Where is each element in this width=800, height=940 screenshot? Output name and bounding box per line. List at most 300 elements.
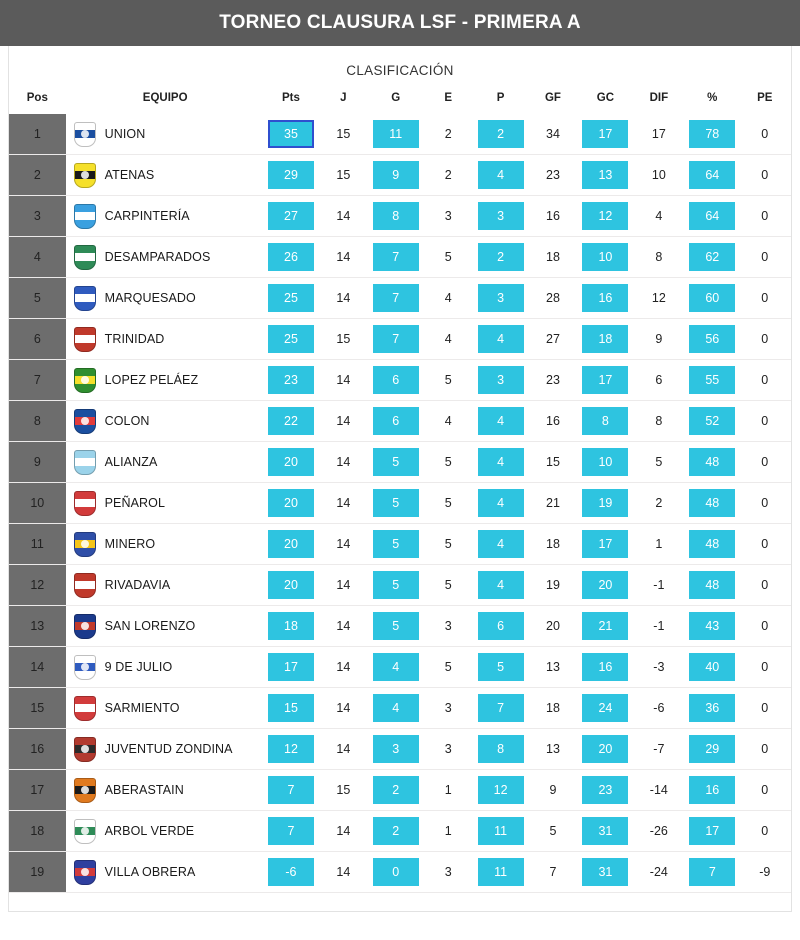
cell-dif: 9	[632, 319, 687, 360]
cell-gc-value: 17	[582, 120, 628, 148]
cell-gc-value: 31	[582, 817, 628, 845]
cell-pts	[265, 565, 317, 606]
cell-p	[474, 483, 526, 524]
cell-gc-value: 16	[582, 284, 628, 312]
cell-pts	[265, 770, 317, 811]
cell-gc	[579, 483, 631, 524]
row-team[interactable]	[66, 319, 265, 360]
cell-g-value: 7	[373, 243, 419, 271]
team-name: TRINIDAD	[104, 332, 165, 346]
cell-pts	[265, 483, 317, 524]
row-team[interactable]	[66, 401, 265, 442]
cell-g	[370, 401, 422, 442]
cell-pct-value: 52	[689, 407, 735, 435]
cell-gf: 34	[527, 114, 579, 155]
cell-gc	[579, 770, 631, 811]
cell-gc	[579, 688, 631, 729]
team-name: RIVADAVIA	[104, 578, 171, 592]
cell-pe: 0	[739, 360, 792, 401]
row-position: 9	[9, 442, 66, 483]
row-team[interactable]	[66, 442, 265, 483]
row-team[interactable]	[66, 565, 265, 606]
cell-pe: 0	[739, 319, 792, 360]
row-position: 11	[9, 524, 66, 565]
cell-gf: 21	[527, 483, 579, 524]
cell-pts-value: 7	[268, 776, 314, 804]
table-row[interactable]	[9, 360, 791, 401]
cell-e: 3	[422, 606, 474, 647]
cell-p	[474, 770, 526, 811]
cell-p	[474, 606, 526, 647]
cell-g	[370, 647, 422, 688]
cell-g-value: 5	[373, 530, 419, 558]
standings-table	[9, 88, 791, 893]
cell-gf: 7	[527, 852, 579, 893]
cell-g	[370, 606, 422, 647]
cell-p-value: 4	[478, 325, 524, 353]
crest-rivadavia-icon	[74, 573, 96, 598]
cell-g	[370, 278, 422, 319]
cell-j: 15	[317, 319, 369, 360]
cell-e: 5	[422, 524, 474, 565]
cell-pts	[265, 729, 317, 770]
cell-g-value: 3	[373, 735, 419, 763]
cell-pe: 0	[739, 606, 792, 647]
cell-gc	[579, 114, 631, 155]
cell-p-value: 2	[478, 243, 524, 271]
row-position: 18	[9, 811, 66, 852]
cell-e: 4	[422, 278, 474, 319]
row-position: 1	[9, 114, 66, 155]
cell-pe: 0	[739, 114, 792, 155]
cell-e: 3	[422, 852, 474, 893]
table-row[interactable]	[9, 237, 791, 278]
row-position: 19	[9, 852, 66, 893]
cell-gc	[579, 442, 631, 483]
cell-pct-value: 16	[689, 776, 735, 804]
cell-g	[370, 811, 422, 852]
cell-pts-value: 25	[268, 284, 314, 312]
crest-carpinteria-icon	[74, 204, 96, 229]
crest-trinidad-icon	[74, 327, 96, 352]
column-header-gc: GC	[596, 92, 615, 104]
cell-g	[370, 688, 422, 729]
cell-j: 14	[317, 606, 369, 647]
cell-e: 5	[422, 565, 474, 606]
cell-g-value: 6	[373, 366, 419, 394]
cell-pts	[265, 606, 317, 647]
team-name: VILLA OBRERA	[104, 865, 196, 879]
cell-pct	[686, 360, 738, 401]
row-team[interactable]	[66, 729, 265, 770]
cell-gc-value: 10	[582, 243, 628, 271]
table-row[interactable]	[9, 196, 791, 237]
team-name: SARMIENTO	[104, 701, 180, 715]
cell-pe: 0	[739, 278, 792, 319]
cell-gc	[579, 401, 631, 442]
table-row[interactable]	[9, 401, 791, 442]
table-row[interactable]	[9, 442, 791, 483]
cell-dif: -14	[632, 770, 687, 811]
cell-dif: -24	[632, 852, 687, 893]
team-name: COLON	[104, 414, 150, 428]
cell-e: 3	[422, 688, 474, 729]
crest-atenas-icon	[74, 163, 96, 188]
cell-pct	[686, 114, 738, 155]
row-team[interactable]	[66, 237, 265, 278]
cell-pts-value: 29	[268, 161, 314, 189]
cell-j: 14	[317, 196, 369, 237]
cell-p-value: 3	[478, 366, 524, 394]
cell-pts-value: 22	[268, 407, 314, 435]
row-team[interactable]	[66, 278, 265, 319]
cell-p	[474, 237, 526, 278]
cell-pe: 0	[739, 442, 792, 483]
cell-gc	[579, 155, 631, 196]
team-name: MINERO	[104, 537, 156, 551]
cell-pct	[686, 196, 738, 237]
table-row[interactable]	[9, 565, 791, 606]
table-row[interactable]	[9, 606, 791, 647]
cell-gf: 13	[527, 729, 579, 770]
crest-san-lorenzo-icon	[74, 614, 96, 639]
column-header-dif: DIF	[649, 92, 669, 104]
cell-p	[474, 729, 526, 770]
cell-p-value: 6	[478, 612, 524, 640]
cell-pts-value: 18	[268, 612, 314, 640]
cell-j: 14	[317, 811, 369, 852]
team-name: 9 DE JULIO	[104, 660, 173, 674]
cell-g-value: 8	[373, 202, 419, 230]
cell-pts	[265, 442, 317, 483]
cell-pts	[265, 155, 317, 196]
cell-gc-value: 16	[582, 653, 628, 681]
cell-gf: 20	[527, 606, 579, 647]
cell-gf: 13	[527, 647, 579, 688]
cell-pts-value: 26	[268, 243, 314, 271]
cell-pts	[265, 237, 317, 278]
cell-pts-value: 20	[268, 448, 314, 476]
cell-g	[370, 155, 422, 196]
cell-pts-value: 23	[268, 366, 314, 394]
cell-pct	[686, 770, 738, 811]
cell-dif: -3	[632, 647, 687, 688]
cell-gf: 27	[527, 319, 579, 360]
cell-gf: 28	[527, 278, 579, 319]
table-row[interactable]	[9, 524, 791, 565]
table-row[interactable]	[9, 811, 791, 852]
cell-gc	[579, 196, 631, 237]
cell-pct	[686, 606, 738, 647]
cell-j: 14	[317, 401, 369, 442]
cell-gc	[579, 729, 631, 770]
cell-p-value: 7	[478, 694, 524, 722]
team-name: PEÑAROL	[104, 496, 166, 510]
cell-p-value: 2	[478, 120, 524, 148]
row-position: 16	[9, 729, 66, 770]
cell-pct-value: 48	[689, 489, 735, 517]
cell-gf: 16	[527, 196, 579, 237]
cell-dif: -1	[632, 606, 687, 647]
row-team[interactable]	[66, 811, 265, 852]
cell-p-value: 4	[478, 448, 524, 476]
cell-pts	[265, 401, 317, 442]
row-team[interactable]	[66, 360, 265, 401]
row-team[interactable]	[66, 647, 265, 688]
table-row[interactable]	[9, 278, 791, 319]
table-row[interactable]	[9, 647, 791, 688]
cell-pe: 0	[739, 647, 792, 688]
column-header-equipo: EQUIPO	[142, 92, 188, 104]
cell-j: 14	[317, 647, 369, 688]
cell-pct-value: 43	[689, 612, 735, 640]
row-position: 17	[9, 770, 66, 811]
cell-gc-value: 12	[582, 202, 628, 230]
cell-g-value: 4	[373, 694, 419, 722]
cell-p	[474, 114, 526, 155]
cell-dif: 17	[632, 114, 687, 155]
cell-pts	[265, 196, 317, 237]
cell-e: 1	[422, 811, 474, 852]
cell-pct	[686, 319, 738, 360]
cell-pe: 0	[739, 688, 792, 729]
cell-p	[474, 852, 526, 893]
cell-pct-value: 62	[689, 243, 735, 271]
cell-pts-value: -6	[268, 858, 314, 886]
cell-dif: 6	[632, 360, 687, 401]
crest-villa-obrera-icon	[74, 860, 96, 885]
cell-pts-value: 7	[268, 817, 314, 845]
cell-pct	[686, 278, 738, 319]
row-position: 3	[9, 196, 66, 237]
standings-table-body	[9, 114, 791, 893]
column-header-j: J	[340, 92, 347, 104]
cell-p	[474, 155, 526, 196]
cell-pct-value: 78	[689, 120, 735, 148]
cell-gf: 16	[527, 401, 579, 442]
cell-gc-value: 31	[582, 858, 628, 886]
cell-j: 15	[317, 770, 369, 811]
cell-g	[370, 114, 422, 155]
cell-g	[370, 524, 422, 565]
cell-g	[370, 729, 422, 770]
cell-dif: 1	[632, 524, 687, 565]
cell-gc-value: 21	[582, 612, 628, 640]
table-row[interactable]	[9, 729, 791, 770]
team-name: UNION	[104, 127, 146, 141]
cell-g-value: 5	[373, 448, 419, 476]
cell-p-value: 8	[478, 735, 524, 763]
cell-g-value: 0	[373, 858, 419, 886]
column-header-p: P	[496, 92, 505, 104]
row-team[interactable]	[66, 524, 265, 565]
row-team[interactable]	[66, 852, 265, 893]
cell-p-value: 4	[478, 407, 524, 435]
cell-pct-value: 48	[689, 530, 735, 558]
cell-pct	[686, 483, 738, 524]
cell-p-value: 3	[478, 202, 524, 230]
cell-pts-value: 20	[268, 530, 314, 558]
cell-p	[474, 360, 526, 401]
cell-gf: 15	[527, 442, 579, 483]
cell-dif: 10	[632, 155, 687, 196]
cell-pts	[265, 278, 317, 319]
cell-pts-value: 35	[268, 120, 314, 148]
row-team[interactable]	[66, 688, 265, 729]
cell-p-value: 11	[478, 817, 524, 845]
cell-pts-value: 25	[268, 325, 314, 353]
cell-dif: 8	[632, 237, 687, 278]
table-row[interactable]	[9, 483, 791, 524]
crest-penarol-icon	[74, 491, 96, 516]
row-position: 10	[9, 483, 66, 524]
cell-pct-value: 36	[689, 694, 735, 722]
cell-pts	[265, 852, 317, 893]
team-name: JUVENTUD ZONDINA	[104, 742, 233, 756]
team-name: CARPINTERÍA	[104, 209, 190, 223]
cell-j: 14	[317, 483, 369, 524]
cell-p	[474, 401, 526, 442]
standings-card	[8, 46, 792, 912]
cell-gc-value: 23	[582, 776, 628, 804]
cell-gc	[579, 852, 631, 893]
cell-pct-value: 64	[689, 161, 735, 189]
cell-p	[474, 688, 526, 729]
row-position: 14	[9, 647, 66, 688]
team-name: ALIANZA	[104, 455, 158, 469]
crest-desamparados-icon	[74, 245, 96, 270]
crest-alianza-icon	[74, 450, 96, 475]
cell-pe: 0	[739, 483, 792, 524]
cell-pts	[265, 319, 317, 360]
crest-colon-icon	[74, 409, 96, 434]
cell-pct	[686, 647, 738, 688]
cell-gc-value: 17	[582, 366, 628, 394]
cell-gf: 9	[527, 770, 579, 811]
cell-dif: -6	[632, 688, 687, 729]
cell-g	[370, 565, 422, 606]
cell-p-value: 5	[478, 653, 524, 681]
cell-pts-value: 20	[268, 489, 314, 517]
cell-pct-value: 48	[689, 448, 735, 476]
cell-pts	[265, 360, 317, 401]
cell-dif: 2	[632, 483, 687, 524]
row-team[interactable]	[66, 155, 265, 196]
cell-pts-value: 12	[268, 735, 314, 763]
crest-sarmiento-icon	[74, 696, 96, 721]
cell-dif: -26	[632, 811, 687, 852]
page-title: TORNEO CLAUSURA LSF - PRIMERA A	[219, 12, 581, 33]
cell-gc-value: 19	[582, 489, 628, 517]
cell-g-value: 5	[373, 612, 419, 640]
crest-9-de-julio-icon	[74, 655, 96, 680]
cell-pct	[686, 729, 738, 770]
cell-dif: 12	[632, 278, 687, 319]
cell-j: 14	[317, 442, 369, 483]
cell-gf: 23	[527, 155, 579, 196]
cell-pts	[265, 114, 317, 155]
crest-aberastain-icon	[74, 778, 96, 803]
cell-g-value: 2	[373, 817, 419, 845]
cell-pct	[686, 155, 738, 196]
cell-pts-value: 15	[268, 694, 314, 722]
column-header-g: G	[391, 92, 401, 104]
row-team[interactable]	[66, 770, 265, 811]
row-team[interactable]	[66, 606, 265, 647]
cell-p	[474, 442, 526, 483]
row-team[interactable]	[66, 196, 265, 237]
cell-p-value: 4	[478, 530, 524, 558]
crest-arbol-verde-icon	[74, 819, 96, 844]
crest-union-icon	[74, 122, 96, 147]
cell-gc	[579, 319, 631, 360]
cell-j: 15	[317, 155, 369, 196]
table-row[interactable]	[9, 155, 791, 196]
cell-p-value: 11	[478, 858, 524, 886]
cell-j: 14	[317, 688, 369, 729]
cell-gc	[579, 360, 631, 401]
table-row[interactable]	[9, 114, 791, 155]
cell-g-value: 6	[373, 407, 419, 435]
cell-pct	[686, 237, 738, 278]
table-row[interactable]	[9, 319, 791, 360]
cell-g	[370, 442, 422, 483]
cell-gc-value: 20	[582, 735, 628, 763]
column-header-gf: GF	[544, 92, 561, 104]
team-name: ARBOL VERDE	[104, 824, 195, 838]
standings-table-header	[9, 88, 791, 114]
header-row	[9, 88, 791, 114]
cell-pts-value: 27	[268, 202, 314, 230]
table-row[interactable]	[9, 688, 791, 729]
row-team[interactable]	[66, 483, 265, 524]
cell-gc-value: 24	[582, 694, 628, 722]
cell-pe: 0	[739, 565, 792, 606]
cell-j: 14	[317, 729, 369, 770]
table-row[interactable]	[9, 770, 791, 811]
row-position: 12	[9, 565, 66, 606]
row-position: 15	[9, 688, 66, 729]
cell-pe: 0	[739, 524, 792, 565]
row-team[interactable]	[66, 114, 265, 155]
cell-g-value: 7	[373, 325, 419, 353]
row-position: 6	[9, 319, 66, 360]
cell-p	[474, 565, 526, 606]
cell-pe: 0	[739, 811, 792, 852]
cell-pe: -9	[739, 852, 792, 893]
row-position: 7	[9, 360, 66, 401]
cell-gf: 18	[527, 237, 579, 278]
cell-pe: 0	[739, 155, 792, 196]
cell-e: 4	[422, 401, 474, 442]
cell-gf: 18	[527, 688, 579, 729]
crest-lopez-pelaez-icon	[74, 368, 96, 393]
cell-p	[474, 319, 526, 360]
team-name: DESAMPARADOS	[104, 250, 211, 264]
cell-g	[370, 770, 422, 811]
cell-p	[474, 811, 526, 852]
cell-gf: 23	[527, 360, 579, 401]
cell-e: 4	[422, 319, 474, 360]
cell-j: 14	[317, 278, 369, 319]
cell-pe: 0	[739, 401, 792, 442]
table-row[interactable]	[9, 852, 791, 893]
cell-gc	[579, 647, 631, 688]
cell-gf: 19	[527, 565, 579, 606]
cell-gc	[579, 237, 631, 278]
cell-p-value: 4	[478, 571, 524, 599]
cell-j: 15	[317, 114, 369, 155]
